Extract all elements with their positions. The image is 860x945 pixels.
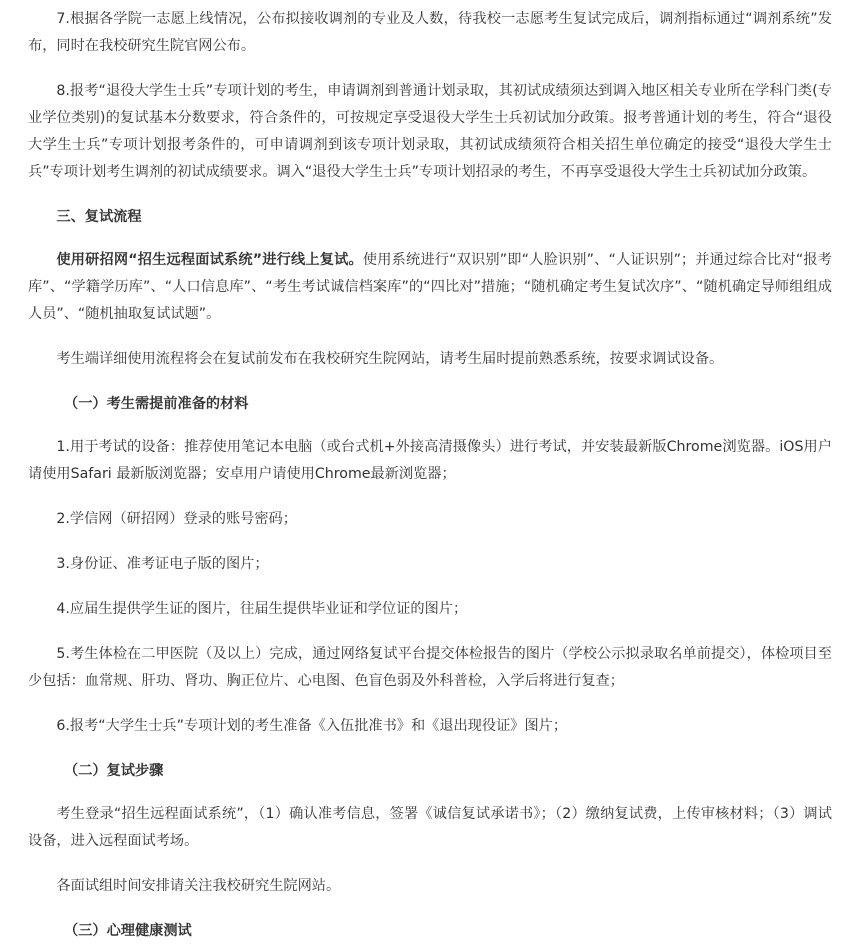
system-intro-bold-lead: 使用研招网“招生远程面试系统”进行线上复试。 (56, 252, 363, 268)
subsection-heading-mental-health: （三）心理健康测试 (64, 923, 192, 939)
paragraph-item-8: 8.报考“退役大学生士兵”专项计划的考生，申请调剂到普通计划录取，其初试成绩须达到调入地区相关专业所在学科门类(专业学位类别)的复试基本分数要求，符合条件的，可按规定享受退役大学生士兵初试加分政策。报考普通计划的考生，符合“退役大学生士兵”专项计划报考条件的，可申请调剂到该专项计划录取，其初试成绩须符合相关招生单位确定的接受“退役大学生士兵”专项计划考生调剂的初试成绩要求。调入“退役大学生士兵”专项计划招录的考生，不再享受退役大学生士兵初试加分政策。 (28, 83, 832, 180)
material-item-1: 1.用于考试的设备：推荐使用笔记本电脑（或台式机+外接高清摄像头）进行考试，并安装最新版Chrome浏览器。iOS用户请使用Safari 最新版浏览器；安卓用户请使用Chrome最新浏览器； (28, 439, 832, 482)
material-item-2: 2.学信网（研招网）登录的账号密码； (56, 511, 297, 527)
material-item-4: 4.应届生提供学生证的图片，往届生提供毕业证和学位证的图片； (56, 601, 468, 617)
paragraph-notice: 考生端详细使用流程将会在复试前发布在我校研究生院网站，请考生届时提前熟悉系统，按要求调试设备。 (56, 351, 724, 367)
paragraph-system-intro (28, 247, 832, 328)
subsection-heading-steps: （二）复试步骤 (64, 763, 164, 779)
material-item-6: 6.报考“大学生士兵”专项计划的考生准备《入伍批准书》和《退出现役证》图片； (56, 718, 568, 734)
paragraph-item-7: 7.根据各学院一志愿上线情况，公布拟接收调剂的专业及人数，待我校一志愿考生复试完成后，调剂指标通过“调剂系统”发布，同时在我校研究生院官网公布。 (28, 11, 832, 54)
paragraph-schedule: 各面试组时间安排请关注我校研究生院网站。 (56, 878, 341, 894)
material-item-3: 3.身份证、准考证电子版的图片； (56, 556, 269, 572)
material-item-5: 5.考生体检在二甲医院（及以上）完成，通过网络复试平台提交体检报告的图片（学校公示拟录取名单前提交），体检项目至少包括：血常规、肝功、肾功、胸正位片、心电图、色盲色弱及外科普检，入学后将进行复查； (28, 646, 832, 689)
paragraph-steps: 考生登录“招生远程面试系统”，（1）确认准考信息，签署《诚信复试承诺书》；（2）缴纳复试费，上传审核材料；（3）调试设备，进入远程面试考场。 (28, 806, 832, 849)
section-heading-retest-process: 三、复试流程 (56, 209, 142, 225)
subsection-heading-materials: （一）考生需提前准备的材料 (64, 396, 249, 412)
system-intro-text: 使用系统进行“双识别”即“人脸识别”、“人证识别”；并通过综合比对“报考库”、“学籍学历库”、“人口信息库”、“考生考试诚信档案库”的“四比对”措施；“随机确定考生复试次序”、“随机确定导师组组成人员”、“随机抽取复试试题”。 (28, 252, 832, 322)
